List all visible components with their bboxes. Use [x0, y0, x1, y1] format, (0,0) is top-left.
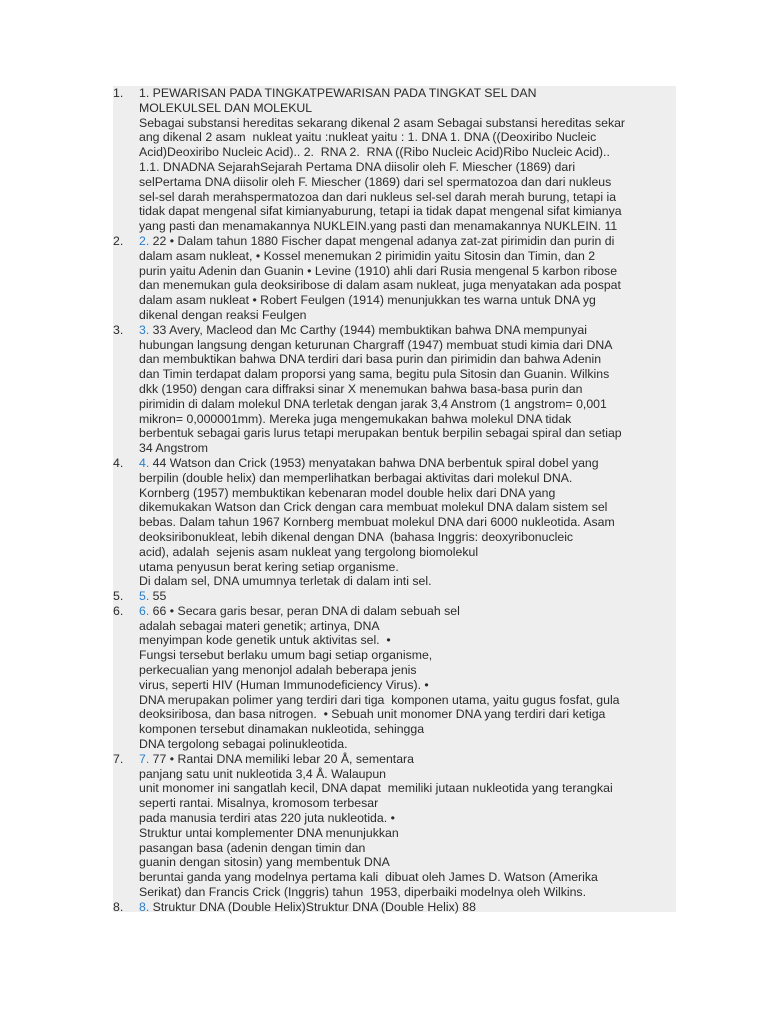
- line-text: Acid)Deoxiribo Nucleic Acid).. 2. RNA 2. RNA ((Ribo Nucleic Acid)Ribo Nucleic Acid)..: [139, 145, 610, 160]
- line-text: menyimpan kode genetik untuk aktivitas sel. •: [139, 633, 391, 648]
- text-line: [139, 456, 676, 471]
- document-list: [113, 86, 676, 915]
- item-anchor-link[interactable]: 8.: [139, 899, 150, 914]
- text-line: [139, 678, 676, 693]
- item-text: [139, 456, 676, 589]
- text-line: [139, 826, 676, 841]
- item-text: [139, 86, 676, 234]
- line-text: ang dikenal 2 asam nukleat yaitu :nukleat yaitu : 1. DNA 1. DNA ((Deoxiribo Nucleic: [139, 130, 597, 145]
- text-line: [139, 589, 676, 604]
- text-line: [139, 560, 676, 575]
- line-text: 55: [149, 589, 167, 604]
- text-line: [139, 707, 676, 722]
- text-line: [139, 204, 676, 219]
- text-line: [139, 234, 676, 249]
- text-line: [139, 471, 676, 486]
- line-text: 1. PEWARISAN PADA TINGKATPEWARISAN PADA TINGKAT SEL DAN: [139, 86, 537, 100]
- line-text: panjang satu unit nukleotida 3,4 Å. Walaupun: [139, 766, 387, 781]
- item-text: [139, 604, 676, 752]
- text-line: [139, 633, 676, 648]
- item-anchor-link[interactable]: 2.: [139, 233, 150, 248]
- line-text: utama penyusun berat kering setiap organisme.: [139, 559, 399, 574]
- text-line: [139, 841, 676, 856]
- line-text: berpilin (double helix) dan memperlihatkan berbagai aktivitas dari molekul DNA.: [139, 470, 573, 485]
- line-text: beruntai ganda yang modelnya pertama kali dibuat oleh James D. Watson (Amerika: [139, 870, 598, 885]
- item-text: [139, 752, 676, 900]
- item-number: 4.: [113, 455, 124, 470]
- line-text: dan membuktikan bahwa DNA terdiri dari basa purin dan pirimidin dan bahwa Adenin: [139, 352, 602, 367]
- item-text: [139, 234, 676, 323]
- line-text: 1.1. DNADNA SejarahSejarah Pertama DNA diisolir oleh F. Miescher (1869) dari: [139, 159, 576, 174]
- text-line: [139, 338, 676, 353]
- line-text: seperti rantai. Misalnya, kromosom terbesar: [139, 796, 379, 811]
- line-text: dikenal dengan reaksi Feulgen: [139, 307, 307, 322]
- item-text: [139, 589, 676, 604]
- item-number: 8.: [113, 899, 124, 914]
- line-text: Kornberg (1957) membuktikan kebenaran model double helix dari DNA yang: [139, 485, 556, 500]
- item-anchor-link[interactable]: 3.: [139, 322, 150, 337]
- line-text: 44 Watson dan Crick (1953) menyatakan bahwa DNA berbentuk spiral dobel yang: [149, 455, 599, 470]
- text-line: [139, 323, 676, 338]
- line-text: dalam asam nukleat, • Kossel menemukan 2 pirimidin yaitu Sitosin dan Timin, dan 2: [139, 248, 596, 263]
- text-line: [139, 574, 676, 589]
- text-line: [139, 648, 676, 663]
- line-text: 34 Angstrom: [139, 441, 209, 456]
- list-item: [113, 752, 676, 900]
- text-line: [139, 293, 676, 308]
- list-item: [113, 456, 676, 589]
- text-line: [139, 604, 676, 619]
- line-text: berbentuk sebagai garis lurus tetapi merupakan bentuk berpilin sebagai spiral dan setiap: [139, 426, 622, 441]
- text-line: [139, 796, 676, 811]
- item-anchor-link[interactable]: 5.: [139, 589, 150, 604]
- line-text: guanin dengan sitosin) yang membentuk DNA: [139, 855, 390, 870]
- text-line: [139, 781, 676, 796]
- text-line: [139, 397, 676, 412]
- text-line: [139, 722, 676, 737]
- item-number: 5.: [113, 589, 124, 604]
- line-text: adalah sebagai materi genetik; artinya, DNA: [139, 618, 380, 633]
- line-text: Serikat) dan Francis Crick (Inggris) tahun 1953, diperbaiki modelnya oleh Wilkins.: [139, 885, 586, 900]
- line-text: Di dalam sel, DNA umumnya terletak di dalam inti sel.: [139, 574, 432, 589]
- item-anchor-link[interactable]: 4.: [139, 455, 150, 470]
- item-text: [139, 323, 676, 456]
- text-line: [139, 530, 676, 545]
- line-text: virus, seperti HIV (Human Immunodeficiency Virus). •: [139, 677, 429, 692]
- line-text: unit monomer ini sangatlah kecil, DNA dapat memiliki jutaan nukleotida yang terangkai: [139, 781, 613, 796]
- line-text: 77 • Rantai DNA memiliki lebar 20 Å, sementara: [149, 751, 414, 766]
- line-text: 66 • Secara garis besar, peran DNA di dalam sebuah sel: [149, 603, 460, 618]
- text-line: [139, 219, 676, 234]
- text-line: [139, 737, 676, 752]
- line-text: DNA merupakan polimer yang terdiri dari tiga komponen utama, yaitu gugus fosfat, gula: [139, 692, 620, 707]
- text-line: [139, 86, 676, 101]
- item-number: 1.: [113, 86, 124, 100]
- line-text: 33 Avery, Macleod dan Mc Carthy (1944) membuktikan bahwa DNA mempunyai: [149, 322, 587, 337]
- text-line: [139, 308, 676, 323]
- line-text: dalam asam nukleat • Robert Feulgen (1914) menunjukkan tes warna untuk DNA yg: [139, 293, 596, 308]
- line-text: tidak dapat mengenal sifat kimianyaburung, tetapi ia tidak dapat mengenal sifat kimianya: [139, 204, 622, 219]
- item-number: 2.: [113, 233, 124, 248]
- text-line: [139, 130, 676, 145]
- text-line: [139, 145, 676, 160]
- text-line: [139, 249, 676, 264]
- text-line: [139, 515, 676, 530]
- list-item: [113, 900, 676, 915]
- line-text: selPertama DNA diisolir oleh F. Miescher (1869) dari sel spermatozoa dan dari nukleus: [139, 174, 612, 189]
- text-line: [139, 190, 676, 205]
- line-text: purin yaitu Adenin dan Guanin • Levine (1910) ahli dari Rusia mengenal 5 karbon ribose: [139, 263, 618, 278]
- line-text: Struktur DNA (Double Helix)Struktur DNA (Double Helix) 88: [149, 899, 476, 914]
- line-text: pada manusia terdiri atas 220 juta nukleotida. •: [139, 811, 395, 826]
- text-line: [139, 352, 676, 367]
- line-text: hubungan langsung dengan keturunan Chargraff (1947) membuat studi kimia dari DNA: [139, 337, 613, 352]
- line-text: yang pasti dan menamakannya NUKLEIN.yang pasti dan menamakannya NUKLEIN. 11: [139, 219, 618, 234]
- text-line: [139, 619, 676, 634]
- line-text: dan menemukan gula deoksiribose di dalam asam nukleat, juga menyatakan ada pospat: [139, 278, 621, 293]
- list-item: [113, 86, 676, 234]
- text-line: [139, 885, 676, 900]
- text-line: [139, 486, 676, 501]
- line-text: pasangan basa (adenin dengan timin dan: [139, 840, 366, 855]
- text-line: [139, 752, 676, 767]
- line-text: MOLEKULSEL DAN MOLEKUL: [139, 100, 313, 115]
- text-line: [139, 900, 676, 915]
- line-text: komponen tersebut dinamakan nukleotida, sehingga: [139, 722, 425, 737]
- text-line: [139, 855, 676, 870]
- line-text: mikron= 0,000001mm). Mereka juga mengemukakan bahwa molekul DNA tidak: [139, 411, 572, 426]
- text-line: [139, 160, 676, 175]
- text-line: [139, 367, 676, 382]
- item-text: [139, 900, 676, 915]
- line-text: Sebagai substansi hereditas sekarang dikenal 2 asam Sebagai substansi hereditas sekar: [139, 115, 626, 130]
- line-text: 22 • Dalam tahun 1880 Fischer dapat mengenal adanya zat-zat pirimidin dan purin di: [149, 233, 615, 248]
- line-text: Struktur untai komplementer DNA menunjukkan: [139, 825, 399, 840]
- item-number: 6.: [113, 603, 124, 618]
- text-line: [139, 101, 676, 116]
- item-anchor-link[interactable]: 7.: [139, 751, 150, 766]
- text-line: [139, 382, 676, 397]
- text-line: [139, 870, 676, 885]
- text-line: [139, 545, 676, 560]
- line-text: deoksiribosa, dan basa nitrogen. • Sebuah unit monomer DNA yang terdiri dari ketiga: [139, 707, 606, 722]
- list-item: [113, 604, 676, 752]
- text-line: [139, 500, 676, 515]
- line-text: pirimidin di dalam molekul DNA terletak dengan jarak 3,4 Anstrom (1 angstrom= 0,001: [139, 396, 607, 411]
- line-text: dikemukakan Watson dan Crick dengan cara membuat molekul DNA dalam sistem sel: [139, 500, 608, 515]
- line-text: deoksiribonukleat, lebih dikenal dengan DNA (bahasa Inggris: deoxyribonucleic: [139, 529, 574, 544]
- line-text: dkk (1950) dengan cara diffraksi sinar X menemukan bahwa basa-basa purin dan: [139, 381, 583, 396]
- text-line: [139, 264, 676, 279]
- list-item: [113, 234, 676, 323]
- line-text: DNA tergolong sebagai polinukleotida.: [139, 737, 348, 752]
- text-line: [139, 175, 676, 190]
- text-line: [139, 412, 676, 427]
- text-line: [139, 278, 676, 293]
- list-item: [113, 323, 676, 456]
- item-anchor-link[interactable]: 6.: [139, 603, 150, 618]
- text-line: [139, 693, 676, 708]
- line-text: Fungsi tersebut berlaku umum bagi setiap organisme,: [139, 648, 433, 663]
- text-line: [139, 116, 676, 131]
- line-text: sel-sel darah merahspermatozoa dan dari nukleus sel-sel darah merah burung, tetapi ia: [139, 189, 617, 204]
- item-number: 7.: [113, 751, 124, 766]
- line-text: bebas. Dalam tahun 1967 Kornberg membuat molekul DNA dari 6000 nukleotida. Asam: [139, 515, 615, 530]
- text-line: [139, 767, 676, 782]
- text-line: [139, 663, 676, 678]
- item-number: 3.: [113, 322, 124, 337]
- text-line: [139, 441, 676, 456]
- line-text: dan Timin terdapat dalam proporsi yang sama, begitu pula Sitosin dan Guanin. Wilkins: [139, 367, 610, 382]
- text-line: [139, 811, 676, 826]
- text-line: [139, 426, 676, 441]
- line-text: acid), adalah sejenis asam nukleat yang tergolong biomolekul: [139, 544, 479, 559]
- list-item: [113, 589, 676, 604]
- line-text: perkecualian yang menonjol adalah beberapa jenis: [139, 663, 417, 678]
